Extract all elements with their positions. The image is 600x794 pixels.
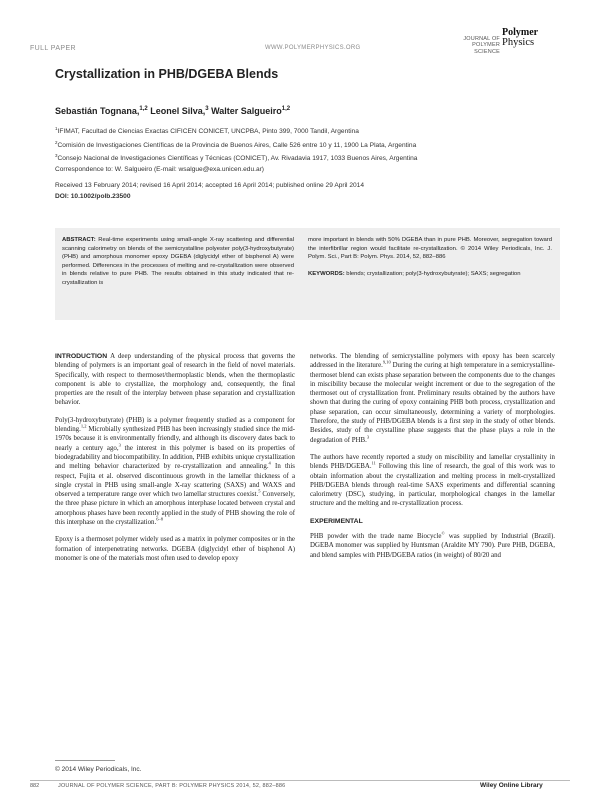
- experimental-heading: EXPERIMENTAL: [310, 517, 363, 525]
- paragraph: Epoxy is a thermoset polymer widely used as a matrix in polymer composites or in the formation of interpenetrating networks. DGEBA (diglycidyl ether of bisphenol A) monomer is one of the materials most often used to develop epoxy: [55, 536, 295, 562]
- citation[interactable]: 3: [118, 442, 121, 448]
- paragraph: Poly(3-hydroxybutyrate) (PHB) is a polymer frequently studied as a component for blending.$^{1,2}$ Microbially synthesized PHB has been increasingly studied since the mid-1970s because it is environmentally friendly, and although its discovery dates back to nearly a century ago,$^3$ the interest in this polymer is based on its properties of biodegradability and biocompatibility. In addition, PHB exhibits unique crystallization and melting behavior characterized by re-crystallization and annealing.$^4$ In this respect, Fujita et al. observed discontinuous growth in the lamellar thickness of a single crystal in PHB using small-angle X-ray scattering (SAXS) and WAXS and observed a temperature range over which two lamellar structures coexist.$^5$ Conversely, the three phase picture in which an amorphous interphase located between crystal and amorphous phases have been recently applied in the study of PHB showing the role of this interphase on the crystallization.$^{6-8}$: [55, 416, 295, 527]
- keywords-text: blends; crystallization; poly(3-hydroxybutyrate); SAXS; segregation: [346, 270, 521, 277]
- journal-name-line1: JOURNAL OF: [463, 36, 500, 42]
- abstract-right-column: [308, 236, 552, 278]
- author-name: Sebastián Tognana,: [55, 106, 140, 116]
- keywords: [308, 270, 552, 279]
- journal-name: [450, 36, 500, 55]
- correspondence[interactable]: Correspondence to: W. Salgueiro (E-mail: wsalgue@exa.unicen.edu.ar): [55, 166, 265, 174]
- logo-line1: Polymer: [502, 27, 539, 38]
- paragraph: networks. The blending of semicrystalline polymers with epoxy has been scarcely addressed in the literature.$^{9,10}$ During the curing at high temperature in a semicrystalline-thermoset blend can exists phase separation between the components due to the changes in miscibility because the molecular weight increment or due to the segregation of the thermoset out of crystallization front. Preliminary results obtained by the authors have shown that during the curing of epoxy containing PHB both process, crystallization and phase separation, can occur simultaneously, determining a variety of morphologies. Therefore, the study of PHB/DGEBA blends is a first step in the study of other blends. Besides, study of the crystalline phase suggests that the phase plays a role in the degradation of PHB.$^3$: [310, 353, 555, 444]
- registered-mark: ©: [441, 530, 445, 536]
- abstract-text: Real-time experiments using small-angle X-ray scattering and differential scanning calorimetry on blends of the semicrystalline polyester poly(3-hydroxybutyrate) (PHB) and amorphous monomer epoxy DGEBA (diglycidyl ether of bisphenol A) were performed. Differences in the processes of melting and re-crystallization were observed in blends relative to pure PHB. The results obtained in this study indicated that re-crystallization is: [62, 237, 295, 286]
- abstract-left-column: [62, 236, 294, 287]
- affiliation-text: Consejo Nacional de Investigaciones Científicas y Técnicas (CONICET), Av. Rivadavia 1917, 1033 Buenos Aires, Argentina: [57, 155, 418, 163]
- citation[interactable]: 3: [366, 434, 370, 440]
- abstract-label: ABSTRACT:: [62, 237, 96, 243]
- affiliation-marker: 2: [55, 139, 58, 145]
- intro-label: INTRODUCTION: [55, 353, 108, 360]
- affiliation-marker: 3: [55, 153, 58, 159]
- citation[interactable]: 5: [258, 488, 261, 494]
- paragraph: The authors have recently reported a study on miscibility and lamellar crystallinity in blends PHB/DGEBA.$^{11}$ Following this line of research, the goal of this work was to obtain information about the crystallization and melting process in melt-crystallized PHB/DGEBA blends through real-time SAXS experiments and differential scanning calorimetry (DSC), studying, in particular, morphological changes in the lamellar structure and the melting and re-crystallization process.: [310, 453, 555, 508]
- citation[interactable]: 11: [371, 460, 376, 466]
- paper-title: Crystallization in PHB/DGEBA Blends: [55, 67, 279, 81]
- citation[interactable]: 6–8: [156, 516, 163, 522]
- citation[interactable]: 4: [268, 460, 271, 466]
- affiliation: [55, 138, 575, 152]
- intro-paragraph: INTRODUCTION A deep understanding of the physical process that governs the blending of polymers is an important goal of research in the field of novel materials. Specifically, with respect to thermoset/thermoplastic blends, when the thermoplastic component is able to crystallize, the morphology and, consequently, the final properties are the result of the interplay between phase separation and crystallization behavior.: [55, 353, 296, 407]
- affiliation: [55, 151, 575, 165]
- abstract-text-continued: more important in blends with 50% DGEBA than in pure PHB. Moreover, segregation toward the interfibrillar region would facilitate re-crystallization. © 2014 Wiley Periodicals, Inc. J. Polym. Sci., Part B: Polym. Phys. 2014, 52, 882–886: [308, 237, 552, 260]
- affiliation-marker: 1: [55, 126, 58, 131]
- body-left-column: [55, 352, 295, 571]
- page-number: 882: [30, 783, 40, 789]
- journal-name-line2: POLYMER SCIENCE: [472, 42, 500, 55]
- footer-divider: [30, 780, 570, 781]
- keywords-label: KEYWORDS:: [308, 270, 345, 277]
- author-list: [55, 106, 290, 116]
- publication-history: [55, 181, 364, 202]
- copyright: © 2014 Wiley Periodicals, Inc.: [55, 766, 142, 773]
- affiliation: [55, 124, 575, 138]
- citation[interactable]: 1,2: [80, 423, 87, 429]
- paragraph: PHB powder with the trade name Biocycle© was supplied by Industrial (Brazil). DGEBA monomer was supplied by Huntsman (Araldite MY 790). Pure PHB, DGEBA, and blend samples with PHB/DGEBA ratios (in weight) of 80/20 and: [310, 530, 555, 559]
- journal-logo: [502, 28, 538, 49]
- author-name: Walter Salgueiro: [211, 106, 282, 116]
- section-label: FULL PAPER: [30, 45, 77, 52]
- journal-website[interactable]: WWW.POLYMERPHYSICS.ORG: [265, 45, 361, 51]
- logo-line2: Physics: [502, 37, 535, 48]
- affiliation-text: Comisión de Investigaciones Científicas de la Provincia de Buenos Aires, Calle 526 entre 10 y 11, 1900 La Plata, Argentina: [57, 141, 417, 149]
- journal-citation: JOURNAL OF POLYMER SCIENCE, PART B: POLYMER PHYSICS 2014, 52, 882–886: [58, 783, 286, 789]
- affiliations: [55, 124, 575, 176]
- author-affiliation-marker: 3: [205, 106, 209, 112]
- doi[interactable]: DOI: 10.1002/polb.23500: [55, 192, 131, 200]
- footnote-divider: [55, 760, 115, 761]
- publisher-link[interactable]: Wiley Online Library: [480, 782, 543, 789]
- author-affiliation-marker: 1,2: [139, 106, 148, 112]
- citation[interactable]: 9,10: [382, 360, 391, 365]
- affiliation-text: IFIMAT, Facultad de Ciencias Exactas CIFICEN CONICET, UNCPBA, Pinto 399, 7000 Tandil, Argentina: [57, 128, 359, 136]
- author-name: Leonel Silva,: [150, 106, 206, 116]
- author-affiliation-marker: 1,2: [281, 106, 291, 112]
- body-right-column: [310, 352, 555, 568]
- received-dates: Received 13 February 2014; revised 16 April 2014; accepted 16 April 2014; published online 29 April 2014: [55, 182, 365, 189]
